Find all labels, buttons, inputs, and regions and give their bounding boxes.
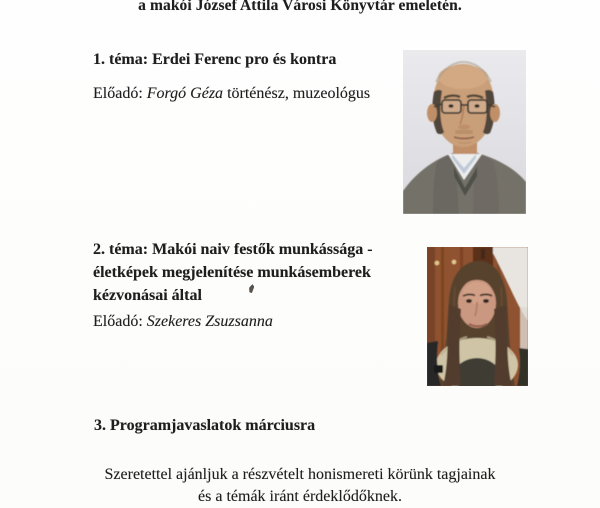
- speaker1-label: Előadó:: [93, 85, 143, 102]
- speaker1-name: Forgó Géza: [146, 85, 224, 102]
- speaker1-role: történész, muzeológus: [227, 85, 371, 102]
- portrait-photo-man: [403, 50, 526, 214]
- speaker2-name: Szekeres Zsuzsanna: [146, 313, 273, 330]
- page-title: a makói József Attila Városi Könyvtár emeletén.: [138, 0, 462, 14]
- section2-title-line2: életképek megjelenítése munkásemberek: [93, 264, 371, 281]
- section1-title: 1. téma: Erdei Ferenc pro és kontra: [93, 51, 337, 68]
- section2-title-line1: 2. téma: Makói naiv festők munkássága -: [93, 241, 373, 258]
- section1-speaker: [93, 85, 370, 103]
- section3-title: 3. Programjavaslatok márciusra: [94, 417, 316, 434]
- closing-paragraph: [0, 464, 600, 508]
- section2-title-line3: kézvonásai által: [93, 287, 202, 304]
- closing-line1: Szeretettel ajánljuk a részvételt honismereti körünk tagjainak: [104, 466, 496, 483]
- section2-speaker: [93, 313, 273, 331]
- section2-title: [93, 238, 373, 307]
- portrait-photo-woman: [427, 247, 528, 386]
- closing-line2: és a témák iránt érdeklődőknek.: [198, 488, 402, 505]
- speaker2-label: Előadó:: [93, 313, 143, 330]
